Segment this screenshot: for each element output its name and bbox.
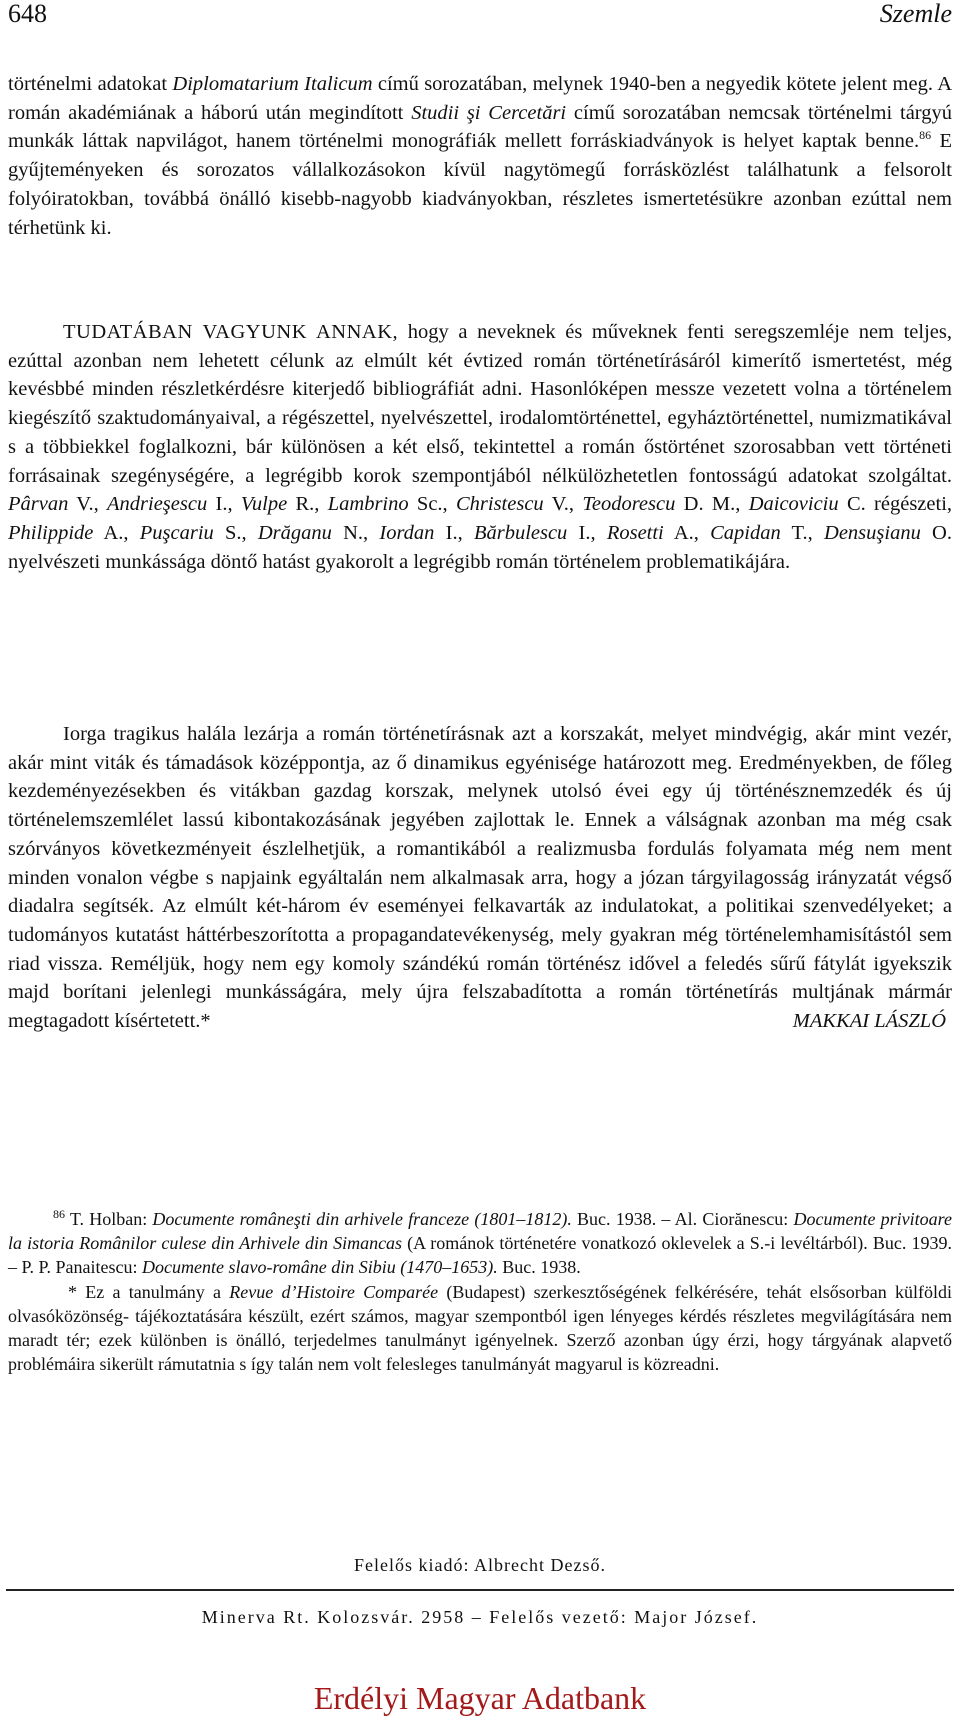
author-name: Pârvan (8, 493, 69, 516)
paragraph-lead: TUDATÁBAN VAGYUNK ANNAK, (63, 321, 399, 343)
author-name: Puşcariu (139, 521, 214, 544)
text-run: Iorga tragikus halála lezárja a román történetírásnak azt a korszakát, melyet mindvégig, akár mint vezér, akár mint viták és támadások középpontja, az ő dinamikus egyénisége határozott meg. Eredményekben, de főleg kezdeményezésekben és vitákban gazdag korszak, melynek utolsó évei egy új történésznemzedék és új történelemszemlélet lassú kibontakozásának jegyében zajlottak le. Ennek a válságnak azonban ma még csak szórványos következményeit észlelhetjük, a romantikából a realizmusba fordulás folyamata még nem ment minden vonalon végbe s napjaink egyáltalán nem alkalmasak arra, hogy a józan tárgyilagosság irányzatát végső diadalra segítsék. Az elmúlt két-három év eseményei felkavarták az indulatokat, a politikai szenvedélyeket; a tudományos kutatást háttérbeszorította a propagandatevékenység, mely gyakran még történelemhamisítástól sem riad vissza. Reméljük, hogy nem egy komoly szándékú román történész idővel a feledés sűrű fátylát igyekszik majd borítani jelenlegi munkásságára, mely újra felszabadította a román történetírás multjának mármár megtagadott kísértetett.* (8, 723, 952, 1033)
text-run: hogy a neveknek és műveknek fenti seregszemléje nem teljes, ezúttal azonban nem lehetett célunk az elmúlt két évtized román történetírásáról kimerítő ismertetést, még kevésbbé minden részletkérdésre kiterjedő bibliográfiát adni. Hasonlóképen messze vezetett volna a történelem kiegészítő szaktudományaival, a régészettel, nyelvészettel, irodalomtörténettel, egyháztörténettel, numizmatikával s a többiekkel foglalkozni, bár különösen a két első, tekintettel a román őstörténet szorosabban vett történeti forrásainak szegénységére, a legrégibb korok szempontjából nélkülözhetetlen fontosságú adatokat szolgáltat. (8, 321, 952, 487)
text-run: O. nyelvészeti munkássága döntő hatást gyakorolt a legrégibb román történelem problematikájára. (8, 521, 952, 573)
author-name: Teodorescu (582, 493, 676, 516)
text-run: D. M., (675, 493, 749, 516)
text-run: I., (567, 521, 607, 544)
author-name: Andrieşescu (107, 493, 208, 516)
text-run: című sorozatában, melynek 1940-ben a negyedik kötete jelent meg. A román akadémiának a háború után megindított (8, 73, 952, 124)
text-run: Buc. 1938. – Al. Ciorănescu: (571, 1209, 794, 1229)
author-name: Christescu (455, 493, 544, 516)
text-run: * Ez a tanulmány a (68, 1281, 230, 1302)
author-name: Densuşianu (824, 521, 921, 544)
divider-rule (6, 1589, 954, 1591)
text-run: Sc., (408, 493, 456, 516)
text-run: című sorozatában nemcsak történelmi tárgyú munkák láttak napvilágot, hanem történelmi monográfiák mellett forráskiadványok is helyet kaptak benne. (8, 101, 953, 153)
text-run: történelmi adatokat (8, 73, 173, 95)
footnotes (8, 1207, 952, 1376)
author-name: Vulpe (240, 493, 288, 516)
text-run: (A románok történetére vonatkozó oklevelek a S.-i levéltárból). Buc. 1939. – P. P. Panaitescu: (8, 1233, 952, 1278)
journal-title: Revue d’Histoire Comparée (229, 1281, 439, 1302)
paragraph-2 (8, 318, 952, 576)
footnote-86 (8, 1207, 952, 1280)
text-run: T., (780, 521, 825, 544)
text-run: (Budapest) szerkesztőségének felkérésére, tehát elsősorban külföldi olvasóközönség- tájékoztatására készült, ezért számos, magyar szempontból igen lényeges kérdés részletes megvilágítására nem maradt tér; ezek különben is önálló, terjedelmes tanulmányt igényelnek. Szerző azonban úgy érzi, hogy tárgyának alapvető problémáira sikerült rámutatnia s így talán nem volt felesleges tanulmányát magyarul is közreadni. (8, 1281, 952, 1375)
author-name: Rosetti (606, 521, 664, 544)
text-run: T. Holban: (65, 1209, 153, 1229)
text-run: A., (93, 521, 140, 544)
footnote-number: 86 (53, 1207, 65, 1221)
author-name: Lambrino (327, 493, 409, 516)
text-run: I., (207, 493, 241, 516)
footnote-ref[interactable]: 86 (919, 128, 932, 143)
series-title: Studii şi Cercetări (411, 101, 567, 124)
text-run: Buc. 1938. (497, 1257, 581, 1278)
cited-title: Documente privitoare la istoria Românilor culese din Arhivele din Simancas (8, 1209, 952, 1254)
text-run: V., (543, 493, 583, 516)
paragraph-1 (8, 70, 952, 242)
author-name: Iordan (379, 521, 435, 544)
author-name: Daicoviciu (748, 493, 839, 516)
paragraph-3 (8, 720, 952, 1036)
author-name: Philippide (8, 521, 94, 544)
text-run: A., (663, 521, 711, 544)
running-title: Szemle (879, 0, 952, 28)
text-run: S., (213, 521, 258, 544)
text-run: R., (287, 493, 328, 516)
watermark-text[interactable]: Erdélyi Magyar Adatbank (313, 1680, 647, 1716)
footnote-star (8, 1280, 952, 1377)
author-signature: MAKKAI LÁSZLÓ (792, 1010, 946, 1033)
text-run: I., (434, 521, 474, 544)
author-name: Drăganu (257, 521, 332, 544)
publisher-line: Felelős kiadó: Albrecht Dezső. (354, 1555, 606, 1575)
page-number: 648 (8, 0, 47, 28)
cited-title: Documente româneşti din arhivele franceze (1801–1812). (152, 1209, 572, 1229)
text-run: C. régészeti, (838, 493, 953, 516)
page-header (8, 0, 952, 32)
text-run: N., (331, 521, 380, 544)
author-name: Bărbulescu (473, 521, 568, 544)
printer-line: Minerva Rt. Kolozsvár. 2958 – Felelős vezető: Major József. (201, 1607, 759, 1627)
cited-title: Documente slavo-române din Sibiu (1470–1653). (142, 1257, 498, 1278)
text-run: V., (68, 493, 108, 516)
author-name: Capidan (710, 521, 781, 544)
text-run: E gyűjteményeken és sorozatos vállalkozásokon kívül nagytömegű forrásközlést találhatunk a felsorolt folyóiratokban, továbbá önálló kisebb-nagyobb kiadványokban, részletes ismertetésükre azonban ezúttal nem térhetünk ki. (8, 130, 952, 239)
series-title: Diplomatarium Italicum (172, 73, 373, 95)
